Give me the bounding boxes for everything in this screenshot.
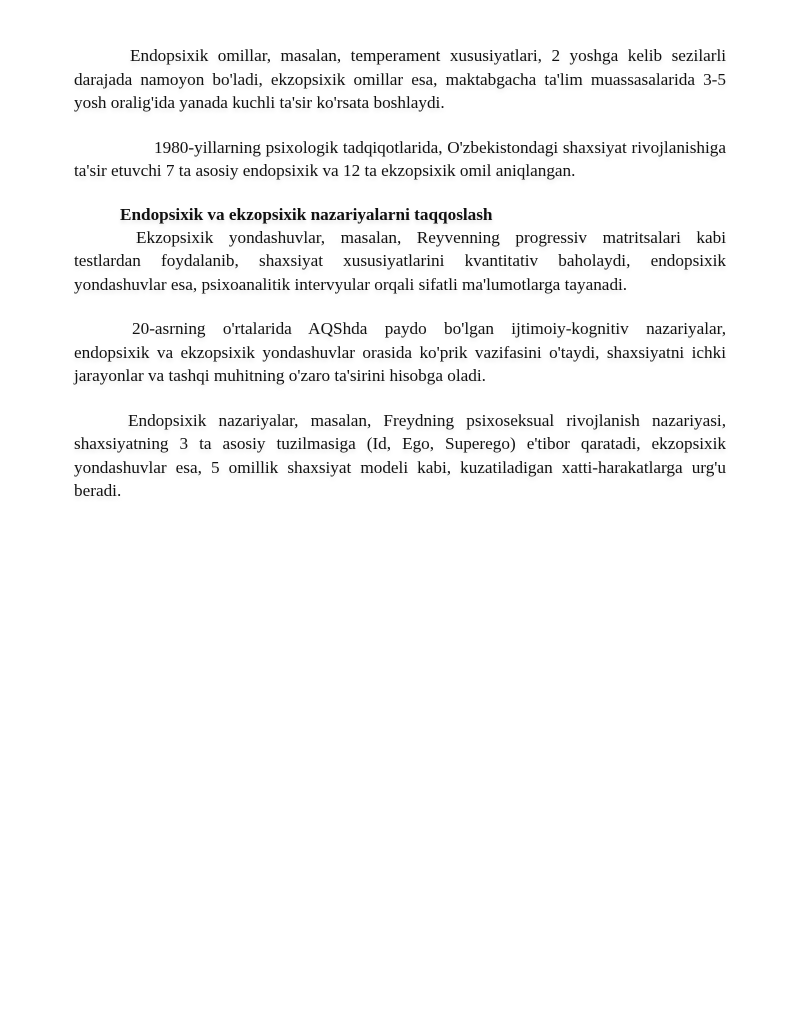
paragraph-ekzopsixik-approaches: Ekzopsixik yondashuvlar, masalan, Reyvenning progressiv matritsalari kabi testlardan foydalanib, shaxsiyat xususiyatlarini kvantitativ baholaydi, endopsixik yondashuvlar esa, psixoanalitik intervyular orqali sifatli ma'lumotlarga tayanadi. (74, 227, 726, 294)
section-heading: Endopsixik va ekzopsixik nazariyalarni taqqoslash (120, 204, 493, 224)
document-body (74, 44, 726, 503)
paragraph-endopsixik-factors: Endopsixik omillar, masalan, temperament xususiyatlari, 2 yoshga kelib sezilarli darajada namoyon bo'ladi, ekzopsixik omillar esa, maktabgacha ta'lim muassasalarida 3-5 yosh oralig'ida yanada kuchli ta'sir ko'rsata boshlaydi. (74, 46, 726, 112)
paragraph-1980-research: 1980-yillarning psixologik tadqiqotlarida, O'zbekistondagi shaxsiyat rivojlanishiga ta'sir etuvchi 7 ta asosiy endopsixik va 12 ta ekzopsixik omil aniqlangan. (74, 137, 726, 180)
paragraph-endopsixik-theories: Endopsixik nazariyalar, masalan, Freydning psixoseksual rivojlanish nazariyasi, shaxsiyatning 3 ta asosiy tuzilmasiga (Id, Ego, Superego) e'tibor qaratadi, ekzopsixik yondashuvlar esa, 5 omillik shaxsiyat modeli kabi, kuzatiladigan xatti-harakatlarga urg'u beradi. (74, 410, 726, 500)
paragraph-social-cognitive-theories: 20-asrning o'rtalarida AQShda paydo bo'lgan ijtimoiy-kognitiv nazariyalar, endopsixik va ekzopsixik yondashuvlar orasida ko'prik vazifasini o'taydi, shaxsiyatni ichki jarayonlar va tashqi muhitning o'zaro ta'sirini hisobga oladi. (74, 319, 726, 385)
